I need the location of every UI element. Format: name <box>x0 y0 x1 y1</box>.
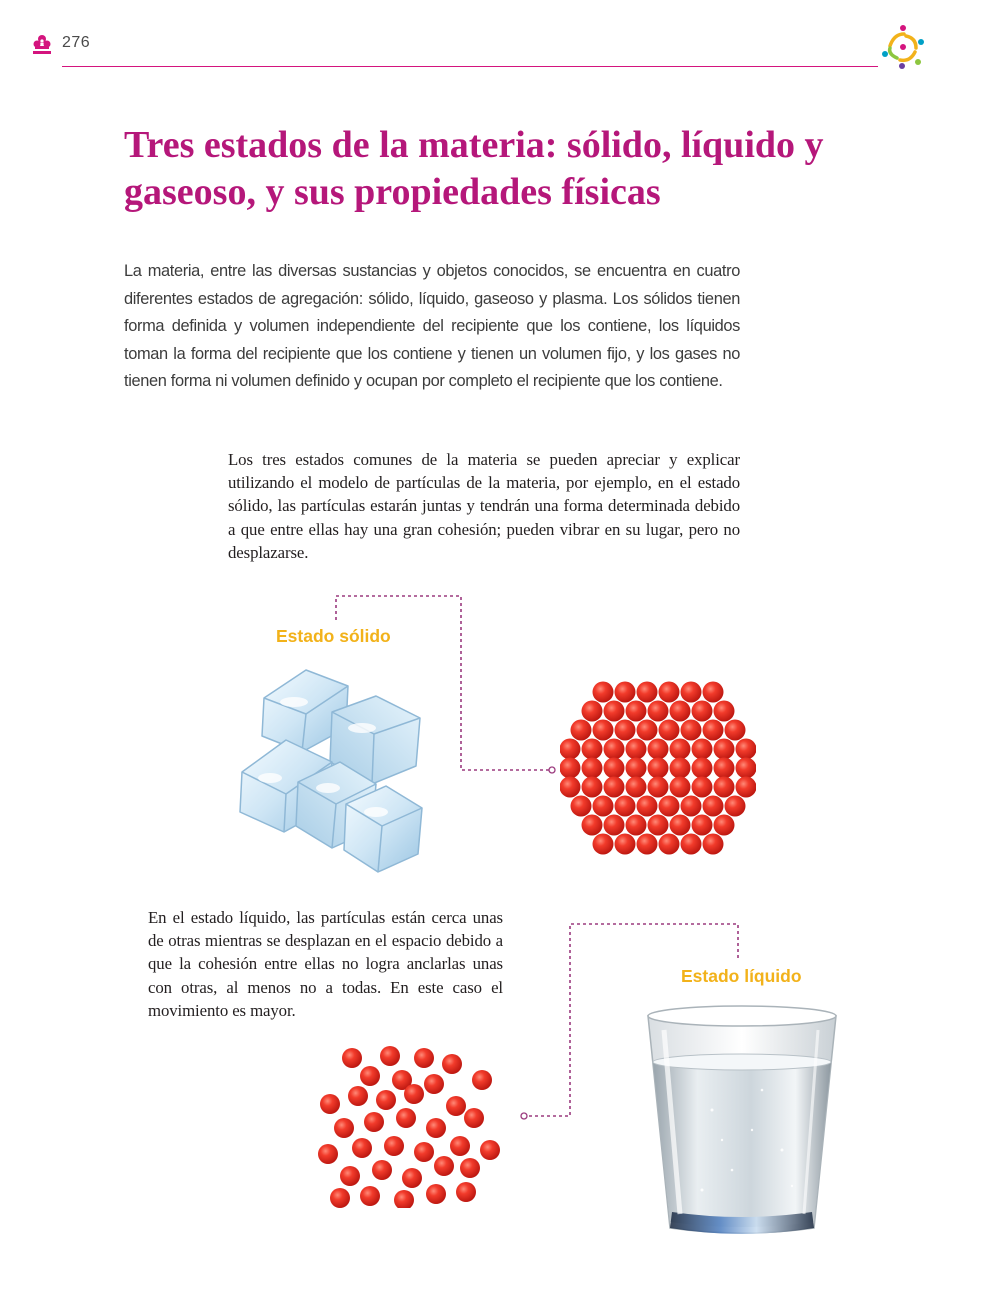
ice-cubes-icon <box>236 662 432 876</box>
solid-particle <box>659 796 680 817</box>
solid-particle <box>593 834 614 855</box>
loose-particles-cluster-icon <box>310 1036 510 1208</box>
header-rule <box>62 66 878 67</box>
liquid-particle <box>434 1156 454 1176</box>
page-title: Tres estados de la materia: sólido, líquido y gaseoso, y sus propiedades físicas <box>124 124 824 213</box>
solid-particle <box>582 815 603 836</box>
solid-state-paragraph: Los tres estados comunes de la materia se pueden apreciar y explicar utilizando el modelo de partículas de la materia, por ejemplo, en el estado sólido, las partículas estarán juntas y tendrán una forma determinada debido a que entre ellas hay una gran cohesión; pueden vibrar en su lugar, pero no desplazarse. <box>228 450 740 562</box>
solid-particle <box>560 739 581 760</box>
solid-particle <box>615 682 636 703</box>
solid-particle <box>593 682 614 703</box>
liquid-particle <box>442 1054 462 1074</box>
solid-particle <box>593 796 614 817</box>
solid-particle <box>714 701 735 722</box>
solid-particle <box>736 758 757 779</box>
solid-particle <box>692 777 713 798</box>
solid-particle <box>714 815 735 836</box>
solid-particle <box>736 739 757 760</box>
solid-particle <box>725 796 746 817</box>
solid-particle <box>571 720 592 741</box>
flower-ornament-icon <box>30 32 54 56</box>
liquid-particle <box>330 1188 350 1208</box>
solid-particle <box>604 815 625 836</box>
liquid-particle <box>424 1074 444 1094</box>
packed-particles-hexagon-icon <box>560 680 756 860</box>
solid-particle <box>670 758 691 779</box>
liquid-particle <box>464 1108 484 1128</box>
solid-state-label: Estado sólido <box>276 626 391 646</box>
solid-particle <box>571 796 592 817</box>
liquid-particle <box>348 1086 368 1106</box>
liquid-particle <box>450 1136 470 1156</box>
solid-particle <box>670 701 691 722</box>
solid-particle <box>703 796 724 817</box>
solid-particle <box>604 777 625 798</box>
solid-particle <box>714 777 735 798</box>
solid-particle <box>626 777 647 798</box>
solid-particle <box>681 682 702 703</box>
solid-particle <box>681 834 702 855</box>
solid-particle <box>582 777 603 798</box>
liquid-particle <box>376 1090 396 1110</box>
solid-particle <box>648 777 669 798</box>
solid-particle <box>659 682 680 703</box>
liquid-particle <box>460 1158 480 1178</box>
solid-particle <box>582 758 603 779</box>
liquid-particle <box>402 1168 422 1188</box>
solid-particle <box>560 758 581 779</box>
colorful-dots-logo-icon <box>880 24 926 70</box>
solid-particle <box>604 758 625 779</box>
glass-of-water-icon <box>642 1000 842 1244</box>
liquid-particle <box>384 1136 404 1156</box>
solid-particle <box>692 758 713 779</box>
solid-particle <box>582 739 603 760</box>
solid-particle <box>703 720 724 741</box>
solid-particle <box>648 758 669 779</box>
solid-particle <box>703 834 724 855</box>
solid-particle <box>626 815 647 836</box>
liquid-state-paragraph: En el estado líquido, las partículas están cerca unas de otras mientras se desplazan en el espacio debido a que la cohesión entre ellas no logra anclarlas unas con otras, al menos no a todas. En este caso el movimiento es mayor. <box>148 908 503 1020</box>
liquid-particle <box>320 1094 340 1114</box>
liquid-state-label: Estado líquido <box>681 966 802 986</box>
solid-particle <box>593 720 614 741</box>
solid-particle <box>604 739 625 760</box>
solid-particle <box>692 739 713 760</box>
liquid-particle <box>456 1182 476 1202</box>
solid-particle <box>637 720 658 741</box>
solid-particle <box>604 701 625 722</box>
solid-particle <box>615 834 636 855</box>
solid-particle <box>670 815 691 836</box>
liquid-particle <box>360 1186 380 1206</box>
solid-particle <box>714 758 735 779</box>
liquid-particle <box>340 1166 360 1186</box>
liquid-particle <box>446 1096 466 1116</box>
solid-particle <box>560 777 581 798</box>
intro-paragraph: La materia, entre las diversas sustancias y objetos conocidos, se encuentra en cuatro diferentes estados de agregación: sólido, líquido, gaseoso y plasma. Los sólidos tienen forma definida y volumen independiente del recipiente que los contiene, los líquidos toman la forma del recipiente que los contiene y tienen un volumen fijo, y los gases no tienen forma ni volumen definido y ocupan por completo el recipiente que los contiene. <box>124 262 740 390</box>
solid-particle <box>703 682 724 703</box>
solid-particle <box>626 739 647 760</box>
liquid-particle <box>352 1138 372 1158</box>
solid-particle <box>681 796 702 817</box>
solid-particle <box>659 834 680 855</box>
liquid-particle <box>342 1048 362 1068</box>
liquid-particle <box>472 1070 492 1090</box>
liquid-particle <box>414 1142 434 1162</box>
liquid-particle <box>426 1184 446 1204</box>
solid-particle <box>626 758 647 779</box>
solid-particle <box>626 701 647 722</box>
solid-particle <box>736 777 757 798</box>
page-number: 276 <box>62 34 91 51</box>
liquid-particle <box>394 1190 414 1208</box>
liquid-particle <box>334 1118 354 1138</box>
liquid-particle <box>404 1084 424 1104</box>
solid-particle <box>637 834 658 855</box>
solid-particle <box>648 701 669 722</box>
solid-particle <box>681 720 702 741</box>
solid-particle <box>692 815 713 836</box>
solid-particle <box>648 739 669 760</box>
liquid-particle <box>426 1118 446 1138</box>
solid-particle <box>670 777 691 798</box>
solid-particle <box>714 739 735 760</box>
liquid-particle <box>318 1144 338 1164</box>
liquid-particle <box>414 1048 434 1068</box>
liquid-particle <box>480 1140 500 1160</box>
solid-particle <box>648 815 669 836</box>
solid-particle <box>725 720 746 741</box>
solid-particle <box>615 796 636 817</box>
liquid-particle <box>372 1160 392 1180</box>
liquid-particle <box>364 1112 384 1132</box>
solid-particle <box>637 682 658 703</box>
solid-particle <box>692 701 713 722</box>
solid-particle <box>659 720 680 741</box>
solid-particle <box>582 701 603 722</box>
liquid-particle <box>360 1066 380 1086</box>
liquid-particle <box>396 1108 416 1128</box>
solid-particle <box>670 739 691 760</box>
solid-particle <box>637 796 658 817</box>
solid-particle <box>615 720 636 741</box>
liquid-particle <box>380 1046 400 1066</box>
